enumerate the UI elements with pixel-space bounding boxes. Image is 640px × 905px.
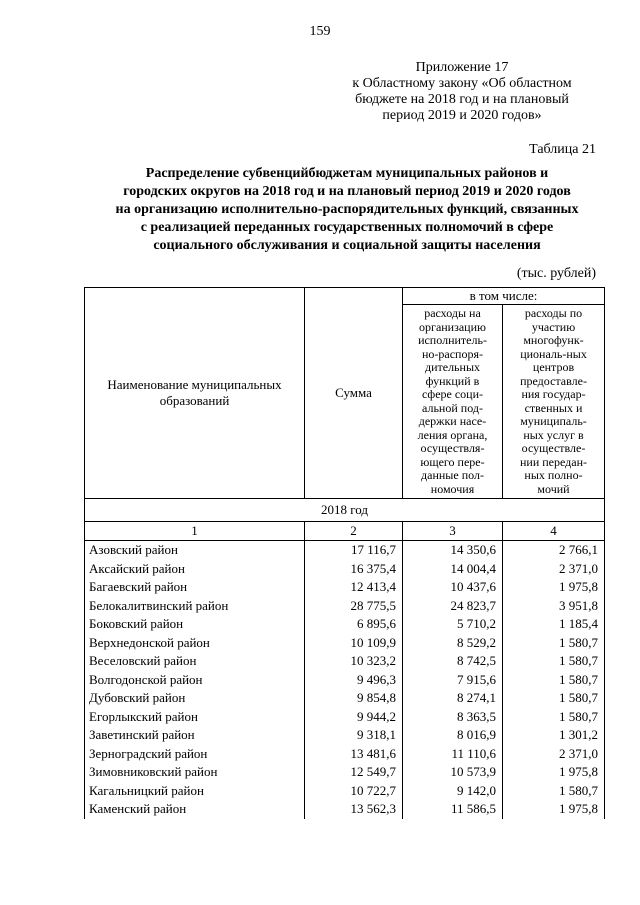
header-text-line: номочия	[430, 481, 475, 496]
col4-cell: 1 580,7	[503, 671, 605, 690]
header-text-line: центров	[532, 360, 575, 374]
header-including: в том числе:	[403, 288, 605, 305]
units-label: (тыс. рублей)	[516, 266, 596, 281]
municipality-cell: Зерноградский район	[85, 745, 305, 764]
col4-cell: 3 951,8	[503, 597, 605, 616]
col4-cell: 1 975,8	[503, 578, 605, 597]
header-text-line: сфере соци-	[421, 387, 484, 401]
col3-cell: 14 004,4	[403, 560, 503, 579]
header-text-line: мочий	[537, 481, 570, 496]
sum-cell: 9 496,3	[305, 671, 403, 690]
col-number: 3	[403, 522, 503, 541]
header-text-line: функций в	[425, 373, 480, 388]
sum-cell: 10 323,2	[305, 652, 403, 671]
header-text-line: держки насе-	[418, 414, 487, 428]
title-line: городских округов на 2018 год и на плановый период 2019 и 2020 годов	[123, 184, 571, 199]
table-row	[85, 560, 605, 579]
title-line: социального обслуживания и социальной защиты населения	[153, 238, 541, 253]
title-line: на организацию исполнительно-распорядительных функций, связанных	[115, 202, 579, 217]
header-text-line: данные пол-	[421, 468, 484, 482]
header-text-line: многофунк-	[523, 333, 584, 347]
sum-cell: 28 775,5	[305, 597, 403, 616]
header-text-line: ющего пере-	[420, 454, 485, 469]
table-row	[85, 634, 605, 653]
col4-cell: 2 766,1	[503, 541, 605, 560]
header-text-line: участию	[531, 319, 576, 334]
table-row	[85, 800, 605, 819]
header-sum: Сумма	[305, 288, 403, 499]
col3-cell: 11 586,5	[403, 800, 503, 819]
col-number: 4	[503, 522, 605, 541]
sum-cell: 13 562,3	[305, 800, 403, 819]
col-number: 2	[305, 522, 403, 541]
header-text-line: исполнитель-	[418, 333, 487, 347]
header-text-line: дительных	[424, 360, 481, 374]
title-line: с реализацией переданных государственных полномочий в сфере	[140, 220, 554, 235]
header-text-line: муниципаль-	[520, 414, 587, 428]
sum-cell: 9 854,8	[305, 689, 403, 708]
table-row	[85, 782, 605, 801]
col3-cell: 5 710,2	[403, 615, 503, 634]
municipality-cell: Заветинский район	[85, 726, 305, 745]
header-col3	[403, 305, 503, 499]
title-line: Распределение субвенцийбюджетам муниципальных районов и	[145, 166, 549, 181]
sum-cell: 13 481,6	[305, 745, 403, 764]
municipality-cell: Веселовский район	[85, 652, 305, 671]
header-text-line: организацию	[419, 319, 486, 334]
col3-cell: 7 915,6	[403, 671, 503, 690]
table-title	[80, 165, 614, 255]
col4-cell: 1 301,2	[503, 726, 605, 745]
table-number: Таблица 21	[529, 142, 596, 157]
sum-cell: 10 109,9	[305, 634, 403, 653]
sum-cell: 9 318,1	[305, 726, 403, 745]
sum-cell: 6 895,6	[305, 615, 403, 634]
col3-cell: 8 742,5	[403, 652, 503, 671]
header-text-line: осуществле-	[521, 441, 586, 455]
sum-cell: 16 375,4	[305, 560, 403, 579]
municipality-cell: Волгодонской район	[85, 671, 305, 690]
municipality-cell: Зимовниковский район	[85, 763, 305, 782]
col3-cell: 11 110,6	[403, 745, 503, 764]
municipality-cell: Аксайский район	[85, 560, 305, 579]
header-municipality: Наименование муниципальных образований	[85, 288, 305, 499]
header-text-line: предоставле-	[520, 373, 587, 388]
municipality-cell: Боковский район	[85, 615, 305, 634]
col3-cell: 10 573,9	[403, 763, 503, 782]
municipality-cell: Дубовский район	[85, 689, 305, 708]
page-number: 159	[309, 24, 331, 39]
header-text-line: ления органа,	[417, 427, 488, 442]
sum-cell: 12 549,7	[305, 763, 403, 782]
sum-cell: 10 722,7	[305, 782, 403, 801]
col4-cell: 1 580,7	[503, 689, 605, 708]
col3-cell: 10 437,6	[403, 578, 503, 597]
header-text-line: нии передан-	[519, 454, 588, 469]
appendix-line: к Областному закону «Об областном	[352, 76, 572, 91]
header-text-line: альной под-	[422, 400, 483, 415]
table-row	[85, 541, 605, 560]
col4-cell: 1 975,8	[503, 763, 605, 782]
municipality-cell: Азовский район	[85, 541, 305, 560]
col3-cell: 9 142,0	[403, 782, 503, 801]
col4-cell: 2 371,0	[503, 745, 605, 764]
table-row	[85, 615, 605, 634]
header-text-line: расходы на	[424, 306, 481, 320]
municipality-cell: Белокалитвинский район	[85, 597, 305, 616]
table-row	[85, 671, 605, 690]
municipality-cell: Багаевский район	[85, 578, 305, 597]
appendix-heading	[320, 60, 604, 124]
header-text-line: расходы по	[524, 306, 583, 320]
header-text-line: циональ-ных	[520, 346, 587, 361]
header-col4	[503, 305, 605, 499]
sum-cell: 12 413,4	[305, 578, 403, 597]
sum-cell: 17 116,7	[305, 541, 403, 560]
municipality-cell: Каменский район	[85, 800, 305, 819]
municipality-cell: Кагальницкий район	[85, 782, 305, 801]
appendix-line: период 2019 и 2020 годов»	[382, 108, 542, 123]
col4-cell: 1 580,7	[503, 782, 605, 801]
col4-cell: 2 371,0	[503, 560, 605, 579]
col3-cell: 8 274,1	[403, 689, 503, 708]
col3-cell: 8 529,2	[403, 634, 503, 653]
municipality-cell: Верхнедонской район	[85, 634, 305, 653]
col3-cell: 8 016,9	[403, 726, 503, 745]
col4-cell: 1 185,4	[503, 615, 605, 634]
header-text-line: ных полно-	[524, 468, 583, 482]
municipality-cell: Егорлыкский район	[85, 708, 305, 727]
col4-cell: 1 580,7	[503, 708, 605, 727]
table-row	[85, 745, 605, 764]
col3-cell: 8 363,5	[403, 708, 503, 727]
table-row	[85, 652, 605, 671]
year-row: 2018 год	[85, 499, 605, 522]
table-row	[85, 578, 605, 597]
table-row	[85, 689, 605, 708]
header-text-line: но-распоря-	[421, 346, 483, 361]
subvention-table	[84, 287, 605, 819]
header-text-line: ния государ-	[521, 387, 586, 401]
col3-cell: 14 350,6	[403, 541, 503, 560]
col-number: 1	[85, 522, 305, 541]
col3-cell: 24 823,7	[403, 597, 503, 616]
sum-cell: 9 944,2	[305, 708, 403, 727]
col4-cell: 1 975,8	[503, 800, 605, 819]
col4-cell: 1 580,7	[503, 652, 605, 671]
header-text-line: ственных и	[524, 400, 583, 415]
table-row	[85, 726, 605, 745]
table-row	[85, 763, 605, 782]
table-row	[85, 708, 605, 727]
table-row	[85, 597, 605, 616]
appendix-line: Приложение 17	[415, 60, 509, 75]
header-text-line: ных услуг в	[523, 427, 584, 442]
header-text-line: осуществля-	[420, 441, 485, 455]
col4-cell: 1 580,7	[503, 634, 605, 653]
appendix-line: бюджете на 2018 год и на плановый	[355, 92, 569, 107]
column-numbers-row	[85, 522, 605, 541]
